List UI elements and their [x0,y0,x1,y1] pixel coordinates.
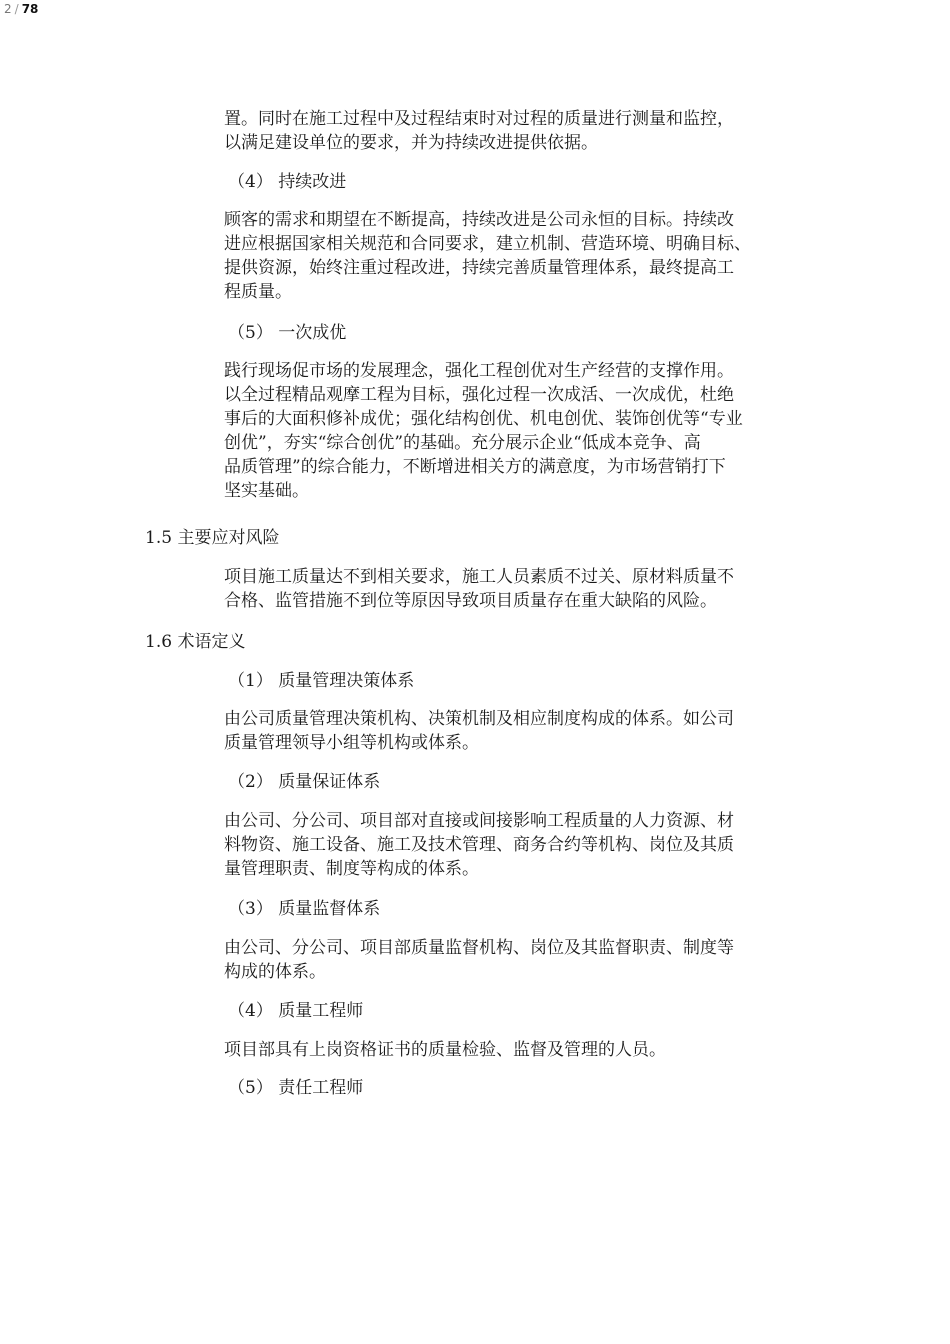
subheading-continuous-improvement: （4） 持续改进 [228,172,347,192]
paragraph-line: 由公司、分公司、项目部对直接或间接影响工程质量的人力资源、材 [224,811,734,831]
page-separator: / [14,2,19,16]
total-pages: 78 [21,2,39,16]
paragraph-line: 创优”，夯实“综合创优”的基础。充分展示企业“低成本竞争、高 [224,433,701,453]
definition-quality-assurance-system [224,809,814,881]
paragraph-line: 以满足建设单位的要求，并为持续改进提供依据。 [224,133,598,153]
definition-quality-supervision-system [224,936,814,984]
paragraph-line: 程质量。 [224,282,292,302]
paragraph-line: 事后的大面积修补成优；强化结构创优、机电创优、装饰创优等“专业 [224,409,743,429]
paragraph-line: 料物资、施工设备、施工及技术管理、商务合约等机构、岗位及其质 [224,835,734,855]
paragraph-line: 置。同时在施工过程中及过程结束时对过程的质量进行测量和监控， [224,109,734,129]
definition-quality-decision-system [224,707,814,755]
paragraph-line: 提供资源，始终注重过程改进，持续完善质量管理体系，最终提高工 [224,258,734,278]
paragraph-line: 项目部具有上岗资格证书的质量检验、监督及管理的人员。 [224,1040,666,1060]
section-heading-main-risks: 1.5 主要应对风险 [145,528,280,548]
paragraph-line: 践行现场促市场的发展理念，强化工程创优对生产经营的支撑作用。 [224,361,734,381]
current-page-number: 2 [4,2,12,16]
term-responsible-engineer: （5） 责任工程师 [228,1078,364,1098]
paragraph-continuous-improvement [224,208,814,304]
paragraph-main-risks [224,565,814,613]
paragraph-process-monitoring [224,107,814,155]
paragraph-line: 质量管理领导小组等机构或体系。 [224,733,479,753]
term-quality-assurance-system: （2） 质量保证体系 [228,772,381,792]
paragraph-line: 品质管理”的综合能力，不断增进相关方的满意度，为市场营销打下 [224,457,726,477]
paragraph-line: 顾客的需求和期望在不断提高，持续改进是公司永恒的目标。持续改 [224,210,734,230]
paragraph-line: 由公司、分公司、项目部质量监督机构、岗位及其监督职责、制度等 [224,938,734,958]
paragraph-line: 合格、监管措施不到位等原因导致项目质量存在重大缺陷的风险。 [224,591,717,611]
subheading-first-time-quality: （5） 一次成优 [228,323,347,343]
paragraph-line: 以全过程精品观摩工程为目标，强化过程一次成活、一次成优，杜绝 [224,385,734,405]
term-quality-supervision-system: （3） 质量监督体系 [228,899,381,919]
page-indicator [4,1,38,17]
paragraph-line: 量管理职责、制度等构成的体系。 [224,859,479,879]
term-quality-engineer: （4） 质量工程师 [228,1001,364,1021]
term-quality-decision-system: （1） 质量管理决策体系 [228,671,415,691]
paragraph-first-time-quality [224,359,814,503]
paragraph-line: 由公司质量管理决策机构、决策机制及相应制度构成的体系。如公司 [224,709,734,729]
paragraph-line: 构成的体系。 [224,962,326,982]
paragraph-line: 坚实基础。 [224,481,309,501]
paragraph-line: 项目施工质量达不到相关要求，施工人员素质不过关、原材料质量不 [224,567,734,587]
paragraph-line: 进应根据国家相关规范和合同要求，建立机制、营造环境、明确目标、 [224,234,751,254]
section-heading-term-definitions: 1.6 术语定义 [145,632,246,652]
definition-quality-engineer [224,1038,814,1062]
